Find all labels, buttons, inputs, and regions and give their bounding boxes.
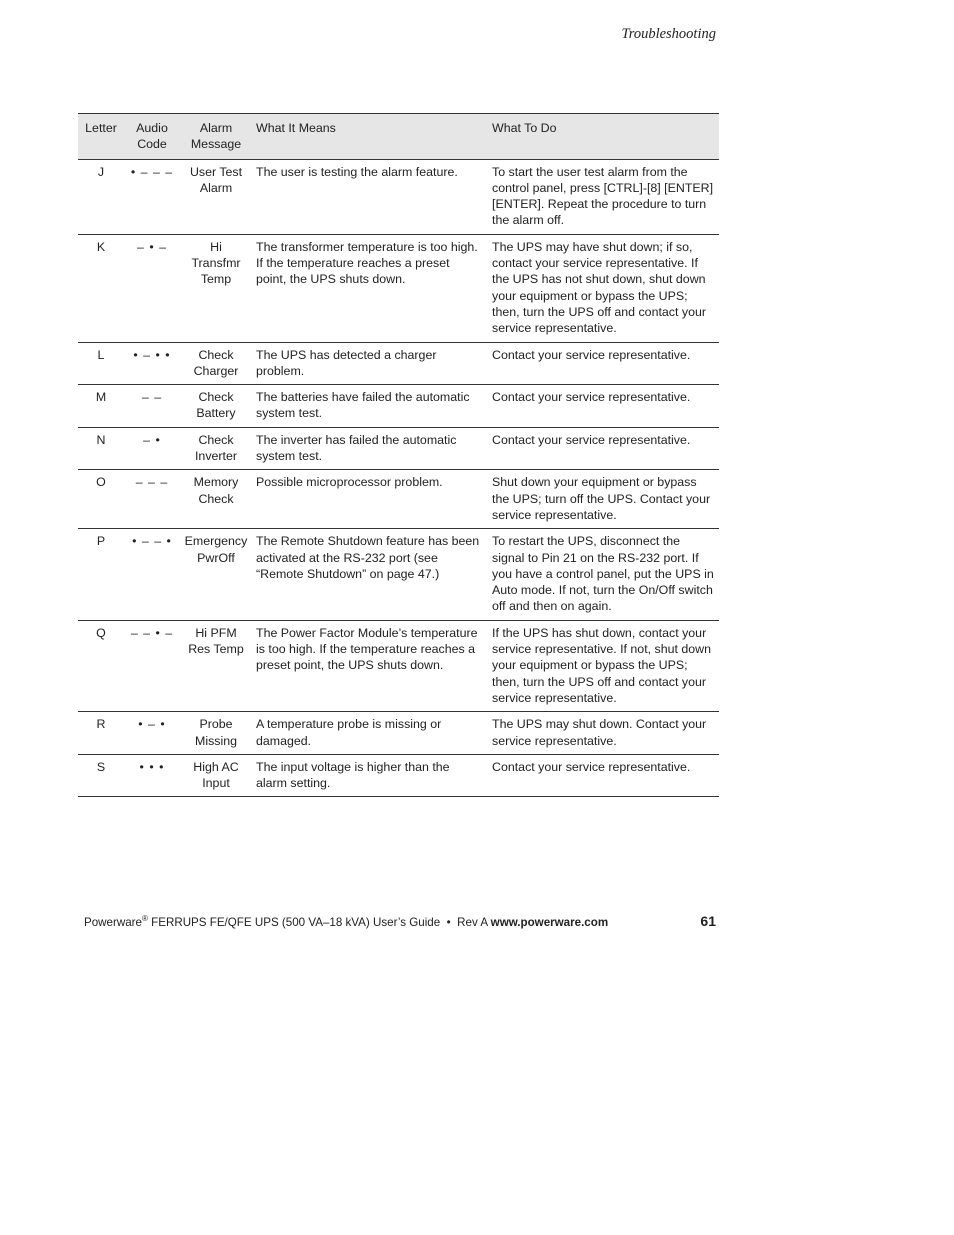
table-row xyxy=(78,712,719,755)
cell-letter: Q xyxy=(78,620,124,711)
cell-what-it-means: The inverter has failed the automatic system test. xyxy=(252,427,484,470)
cell-what-to-do: Contact your service representative. xyxy=(484,385,719,428)
column-header-audio-code: Audio Code xyxy=(124,114,180,160)
cell-audio-code: – – xyxy=(124,385,180,428)
cell-what-to-do: Contact your service representative. xyxy=(484,754,719,797)
table-row xyxy=(78,470,719,529)
cell-what-it-means: A temperature probe is missing or damaged. xyxy=(252,712,484,755)
cell-letter: N xyxy=(78,427,124,470)
page-footer xyxy=(84,914,716,929)
table-row xyxy=(78,754,719,797)
cell-what-to-do: Contact your service representative. xyxy=(484,427,719,470)
cell-what-it-means: The batteries have failed the automatic system test. xyxy=(252,385,484,428)
cell-what-to-do: The UPS may shut down. Contact your service representative. xyxy=(484,712,719,755)
table-row xyxy=(78,385,719,428)
cell-audio-code: – – – xyxy=(124,470,180,529)
cell-audio-code: • • • xyxy=(124,754,180,797)
cell-letter: J xyxy=(78,159,124,234)
table-header-row xyxy=(78,114,719,160)
cell-alarm-message: High AC Input xyxy=(180,754,252,797)
cell-what-to-do: The UPS may have shut down; if so, contact your service representative. If the UPS has not shut down, shut down your equipment or bypass the UPS; then, turn the UPS off and contact your service representative. xyxy=(484,234,719,342)
footer-url: www.powerware.com xyxy=(490,915,609,929)
cell-alarm-message: Check Battery xyxy=(180,385,252,428)
cell-what-it-means: The UPS has detected a charger problem. xyxy=(252,342,484,385)
footer-brand: Powerware xyxy=(84,915,142,929)
cell-letter: S xyxy=(78,754,124,797)
cell-letter: M xyxy=(78,385,124,428)
cell-letter: R xyxy=(78,712,124,755)
cell-alarm-message: Emergency PwrOff xyxy=(180,529,252,620)
cell-what-it-means: The Remote Shutdown feature has been activated at the RS-232 port (see “Remote Shutdown” on page 47.) xyxy=(252,529,484,620)
cell-alarm-message: Hi Transfmr Temp xyxy=(180,234,252,342)
cell-what-it-means: The user is testing the alarm feature. xyxy=(252,159,484,234)
cell-audio-code: – – • – xyxy=(124,620,180,711)
page-number: 61 xyxy=(700,913,716,929)
cell-audio-code: • – • • xyxy=(124,342,180,385)
cell-alarm-message: User Test Alarm xyxy=(180,159,252,234)
cell-what-to-do: Contact your service representative. xyxy=(484,342,719,385)
cell-audio-code: • – – • xyxy=(124,529,180,620)
table-row xyxy=(78,342,719,385)
cell-audio-code: • – – – xyxy=(124,159,180,234)
column-header-what-it-means: What It Means xyxy=(252,114,484,160)
table-row xyxy=(78,427,719,470)
cell-alarm-message: Hi PFM Res Temp xyxy=(180,620,252,711)
registered-mark: ® xyxy=(142,914,148,923)
table-row xyxy=(78,529,719,620)
cell-what-to-do: Shut down your equipment or bypass the UPS; turn off the UPS. Contact your service representative. xyxy=(484,470,719,529)
cell-alarm-message: Check Charger xyxy=(180,342,252,385)
table-body xyxy=(78,159,719,797)
cell-letter: O xyxy=(78,470,124,529)
alarm-code-table xyxy=(78,113,719,797)
cell-letter: L xyxy=(78,342,124,385)
cell-what-it-means: The transformer temperature is too high. If the temperature reaches a preset point, the UPS shuts down. xyxy=(252,234,484,342)
cell-what-to-do: To start the user test alarm from the control panel, press [CTRL]-[8] [ENTER] [ENTER]. Repeat the procedure to turn the alarm off. xyxy=(484,159,719,234)
table-row xyxy=(78,159,719,234)
cell-audio-code: • – • xyxy=(124,712,180,755)
table-row xyxy=(78,620,719,711)
cell-letter: K xyxy=(78,234,124,342)
cell-what-it-means: The Power Factor Module’s temperature is too high. If the temperature reaches a preset point, the UPS shuts down. xyxy=(252,620,484,711)
cell-alarm-message: Probe Missing xyxy=(180,712,252,755)
cell-what-it-means: The input voltage is higher than the alarm setting. xyxy=(252,754,484,797)
cell-alarm-message: Check Inverter xyxy=(180,427,252,470)
column-header-letter: Letter xyxy=(78,114,124,160)
cell-what-to-do: To restart the UPS, disconnect the signal to Pin 21 on the RS-232 port. If you have a control panel, put the UPS in Auto mode. If not, turn the On/Off switch off and then on again. xyxy=(484,529,719,620)
footer-text: FERRUPS FE/QFE UPS (500 VA–18 kVA) User’s Guide • Rev A xyxy=(147,915,491,929)
table-row xyxy=(78,234,719,342)
column-header-what-to-do: What To Do xyxy=(484,114,719,160)
section-header: Troubleshooting xyxy=(621,26,716,42)
cell-what-to-do: If the UPS has shut down, contact your service representative. If not, shut down your equipment or bypass the UPS; then, turn the UPS off and contact your service representative. xyxy=(484,620,719,711)
cell-audio-code: – • – xyxy=(124,234,180,342)
column-header-alarm-message: Alarm Message xyxy=(180,114,252,160)
cell-letter: P xyxy=(78,529,124,620)
cell-alarm-message: Memory Check xyxy=(180,470,252,529)
cell-what-it-means: Possible microprocessor problem. xyxy=(252,470,484,529)
cell-audio-code: – • xyxy=(124,427,180,470)
